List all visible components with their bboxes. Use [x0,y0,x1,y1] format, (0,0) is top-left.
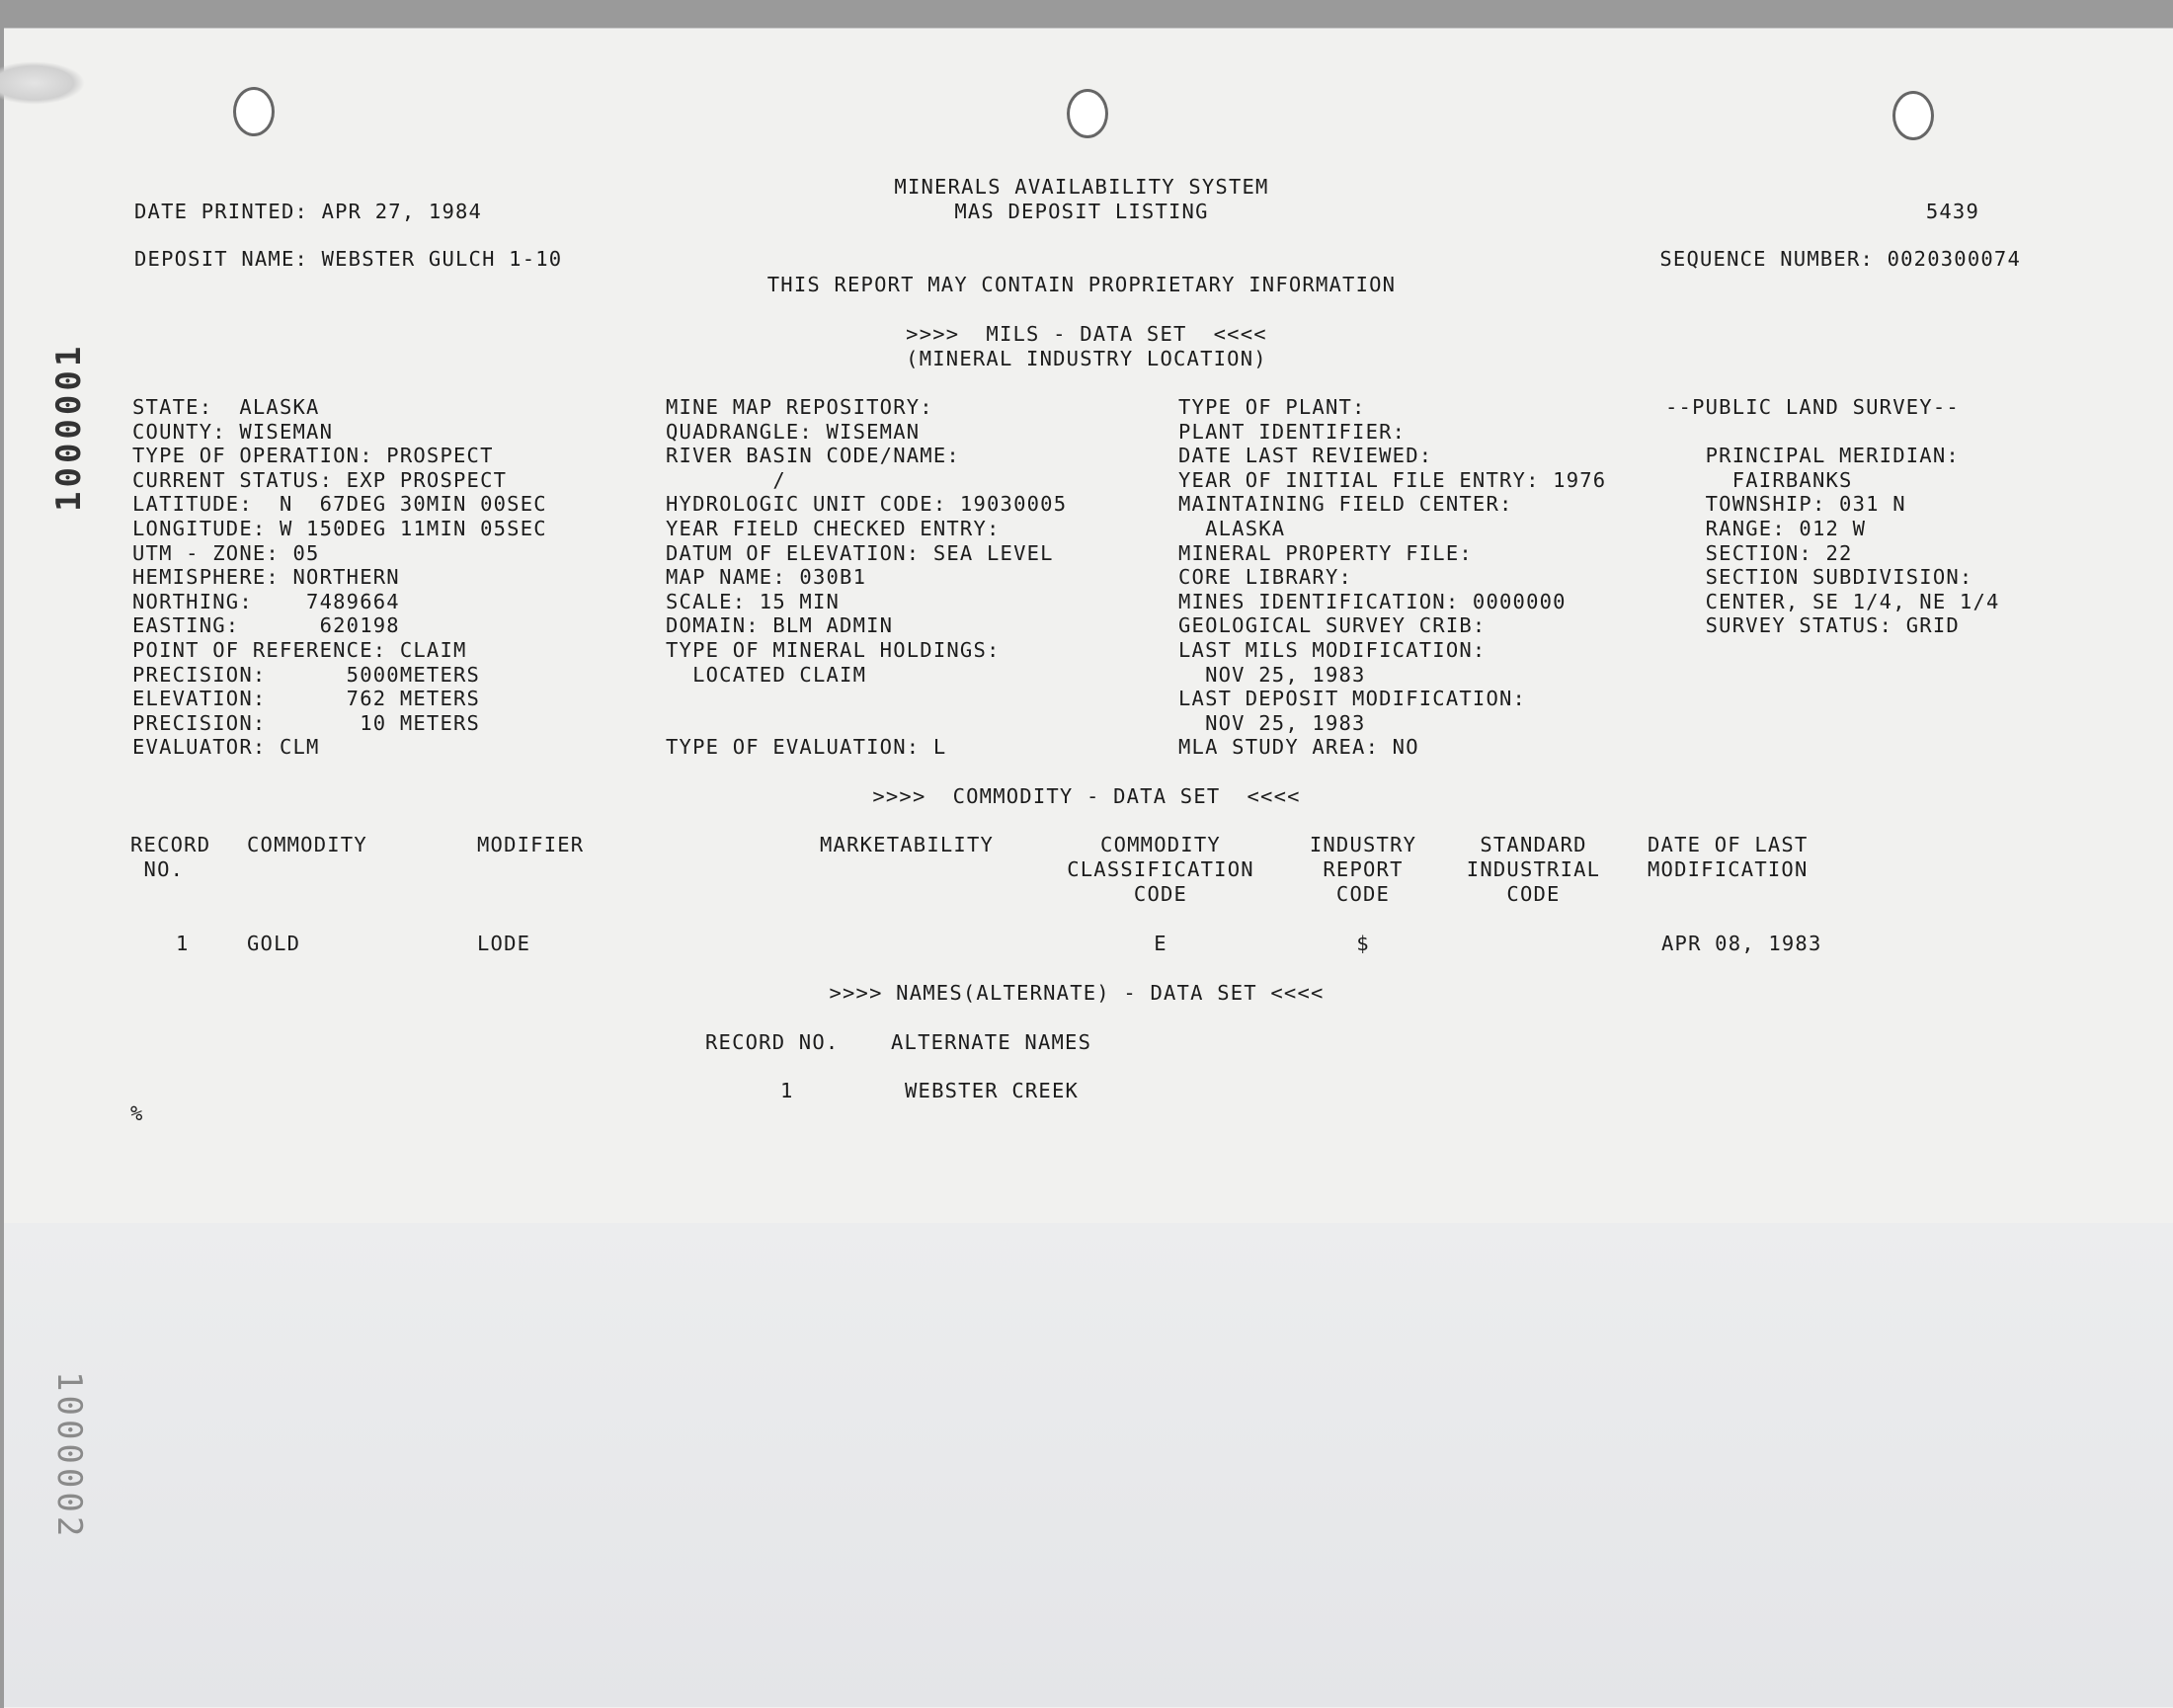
names-header-alternate: ALTERNATE NAMES [891,1030,1092,1054]
page-number: 5439 [1925,200,1979,223]
field-line: CURRENT STATUS: EXP PROSPECT [132,467,508,492]
field-line: POINT OF REFERENCE: CLAIM [132,638,467,662]
field-line: UTM - ZONE: 05 [132,540,320,565]
field-line: TYPE OF MINERAL HOLDINGS: [666,638,1001,662]
field-line: STATE: ALASKA [132,395,320,419]
field-line: TOWNSHIP: 031 N [1665,492,1906,517]
field-line: TYPE OF PLANT: [1178,395,1366,419]
field-line: CENTER, SE 1/4, NE 1/4 [1665,589,2000,613]
report-subtitle: MAS DEPOSIT LISTING [954,200,1209,223]
header-classification-code: COMMODITY CLASSIFICATION CODE [1067,833,1254,906]
field-line: MLA STUDY AREA: NO [1178,735,1419,760]
field-line: DATE LAST REVIEWED: [1178,444,1433,468]
field-line: HEMISPHERE: NORTHERN [132,565,400,590]
field-line: SCALE: 15 MIN [666,589,841,613]
field-line: NORTHING: 7489664 [132,589,400,613]
field-line: SURVEY STATUS: GRID [1665,613,1960,638]
sequence-number: SEQUENCE NUMBER: 0020300074 [1659,247,2021,271]
field-line: HYDROLOGIC UNIT CODE: 19030005 [666,492,1068,517]
deposit-name: DEPOSIT NAME: WEBSTER GULCH 1-10 [134,247,563,271]
field-line: NOV 25, 1983 [1178,710,1366,735]
field-line: NOV 25, 1983 [1178,662,1366,687]
field-line: PRECISION: 10 METERS [132,710,481,735]
field-line: ELEVATION: 762 METERS [132,687,481,711]
field-line: MAINTAINING FIELD CENTER: [1178,492,1513,517]
field-line: SECTION: 22 [1665,540,1853,565]
field-line: LAST MILS MODIFICATION: [1178,638,1487,662]
field-line: FAIRBANKS [1665,467,1853,492]
page-stamp-top: 1000001 [49,342,89,512]
header-modifier: MODIFIER [477,833,585,856]
header-marketability: MARKETABILITY [820,833,995,856]
field-line: RANGE: 012 W [1665,517,1867,540]
field-line: YEAR FIELD CHECKED ENTRY: [666,517,1001,540]
field-line: TYPE OF OPERATION: PROSPECT [132,444,494,468]
field-line: ALASKA [1178,517,1286,540]
field-line: MAP NAME: 030B1 [666,565,867,590]
field-line: MINES IDENTIFICATION: 0000000 [1178,589,1567,613]
field-line: GEOLOGICAL SURVEY CRIB: [1178,613,1487,638]
punch-hole-left [233,87,275,136]
field-line: MINE MAP REPOSITORY: [666,395,933,419]
end-mark: % [130,1101,144,1125]
punch-hole-center [1067,89,1108,138]
field-line: YEAR OF INITIAL FILE ENTRY: 1976 [1178,467,1607,492]
commodity-classification-code: E [1154,932,1167,955]
field-line: PRINCIPAL MERIDIAN: [1665,444,1960,468]
commodity-date-last-modification: APR 08, 1983 [1661,932,1822,955]
field-line: PLANT IDENTIFIER: [1178,419,1407,444]
field-line: TYPE OF EVALUATION: L [666,735,947,760]
field-line: SECTION SUBDIVISION: [1665,565,1973,590]
field-line: LOCATED CLAIM [666,662,867,687]
field-line: COUNTY: WISEMAN [132,419,334,444]
commodity-heading: >>>> COMMODITY - DATA SET <<<< [872,784,1301,808]
mils-heading: >>>> MILS - DATA SET <<<< [906,322,1267,346]
names-header-record-no: RECORD NO. [705,1030,840,1054]
names-heading: >>>> NAMES(ALTERNATE) - DATA SET <<<< [829,981,1325,1005]
field-line: CORE LIBRARY: [1178,565,1353,590]
paper-clip-mark [0,61,85,105]
paper-shading [4,1223,2173,1707]
header-industry-report-code: INDUSTRY REPORT CODE [1309,833,1417,906]
alternate-record-no: 1 [780,1079,794,1102]
header-date-last-modification: DATE OF LAST MODIFICATION [1648,833,1809,881]
field-line: EASTING: 620198 [132,613,400,638]
field-line: MINERAL PROPERTY FILE: [1178,540,1473,565]
commodity-industry-report-code: $ [1356,932,1370,955]
mils-subheading: (MINERAL INDUSTRY LOCATION) [906,347,1267,370]
field-line: PRECISION: 5000METERS [132,662,481,687]
date-printed: DATE PRINTED: APR 27, 1984 [134,200,483,223]
page-stamp-bottom: 1000002 [49,1371,89,1541]
field-line: / [666,467,786,492]
field-line: LATITUDE: N 67DEG 30MIN 00SEC [132,492,547,517]
field-line: RIVER BASIN CODE/NAME: [666,444,960,468]
commodity-name: GOLD [247,932,301,955]
field-line: QUADRANGLE: WISEMAN [666,419,921,444]
field-line: LAST DEPOSIT MODIFICATION: [1178,687,1527,711]
report-title: MINERALS AVAILABILITY SYSTEM [894,175,1269,199]
header-commodity: COMMODITY [247,833,367,856]
proprietary-notice: THIS REPORT MAY CONTAIN PROPRIETARY INFORMATION [766,273,1397,296]
field-line: DATUM OF ELEVATION: SEA LEVEL [666,540,1054,565]
commodity-record-no: 1 [176,932,190,955]
commodity-modifier: LODE [477,932,531,955]
field-line: LONGITUDE: W 150DEG 11MIN 05SEC [132,517,547,540]
field-line: EVALUATOR: CLM [132,735,320,760]
alternate-name: WEBSTER CREEK [905,1079,1080,1102]
header-record-no: RECORD NO. [130,833,211,881]
field-line: DOMAIN: BLM ADMIN [666,613,894,638]
header-standard-industrial-code: STANDARD INDUSTRIAL CODE [1466,833,1601,906]
field-line: --PUBLIC LAND SURVEY-- [1665,395,1960,419]
punch-hole-right [1892,91,1934,140]
